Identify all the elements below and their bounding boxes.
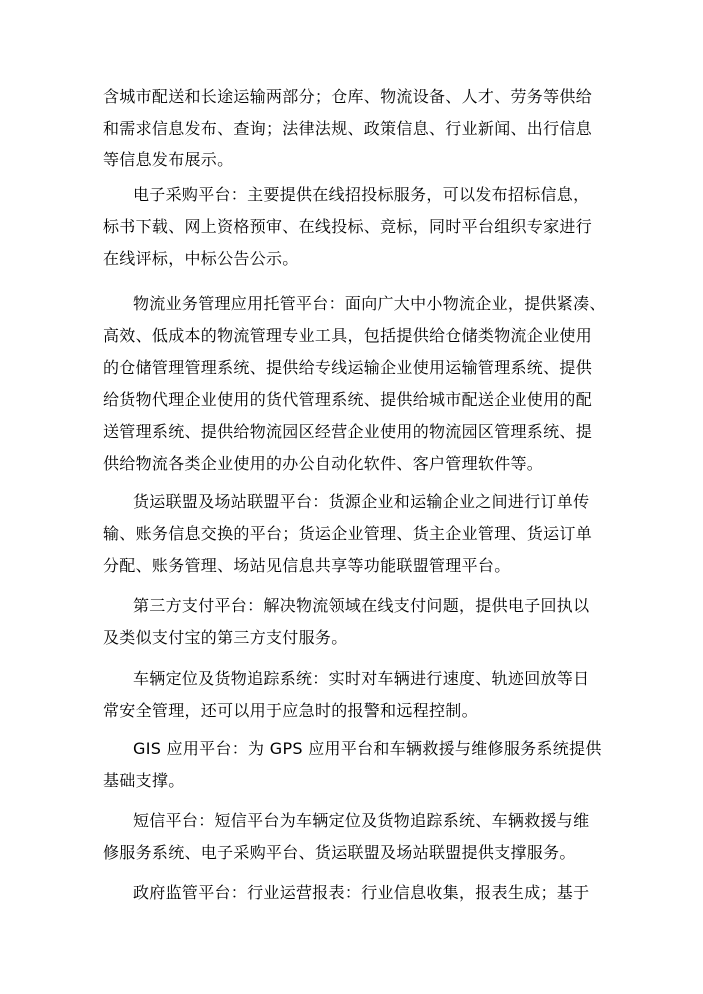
text-line: 基础支撑。 <box>103 771 185 790</box>
text-line: 输、账务信息交换的平台；货运企业管理、货主企业管理、货运订单 <box>103 524 593 543</box>
text-line: 送管理系统、提供给物流园区经营企业使用的物流园区管理系统、提 <box>103 422 593 441</box>
text-line: 含城市配送和长途运输两部分；仓库、物流设备、人才、劳务等供给 <box>103 87 593 106</box>
text-line: 货运联盟及场站联盟平台：货源企业和运输企业之间进行订单传 <box>133 492 590 511</box>
text-line: 修服务系统、电子采购平台、货运联盟及场站联盟提供支撑服务。 <box>103 843 576 862</box>
text-line: 政府监管平台：行业运营报表：行业信息收集，报表生成；基于 <box>133 883 590 902</box>
text-line: 在线评标，中标公告公示。 <box>103 249 299 268</box>
text-line: 和需求信息发布、查询；法律法规、政策信息、行业新闻、出行信息 <box>103 119 593 138</box>
text-line: 给货物代理企业使用的货代管理系统、提供给城市配送企业使用的配 <box>103 390 593 409</box>
text-line: 分配、账务管理、场站见信息共享等功能联盟管理平台。 <box>103 556 511 575</box>
text-line: 及类似支付宝的第三方支付服务。 <box>103 628 348 647</box>
text-line: 短信平台：短信平台为车辆定位及货物追踪系统、车辆救援与维 <box>133 811 590 830</box>
text-line: 电子采购平台：主要提供在线招投标服务，可以发布招标信息， <box>133 185 590 204</box>
text-line: GIS 应用平台：为 GPS 应用平台和车辆救援与维修服务系统提供 <box>133 739 602 758</box>
text-line: 供给物流各类企业使用的办公自动化软件、客户管理软件等。 <box>103 454 544 473</box>
text-line: 等信息发布展示。 <box>103 150 234 169</box>
text-line: 标书下载、网上资格预审、在线投标、竞标，同时平台组织专家进行 <box>103 217 593 236</box>
text-line: 物流业务管理应用托管平台：面向广大中小物流企业，提供紧凑、 <box>133 294 606 313</box>
text-line: 高效、低成本的物流管理专业工具，包括提供给仓储类物流企业使用 <box>103 326 593 345</box>
text-line: 第三方支付平台：解决物流领域在线支付问题，提供电子回执以 <box>133 596 590 615</box>
text-line: 常安全管理，还可以用于应急时的报警和远程控制。 <box>103 701 478 720</box>
text-line: 的仓储管理管理系统、提供给专线运输企业使用运输管理系统、提供 <box>103 358 593 377</box>
text-line: 车辆定位及货物追踪系统：实时对车辆进行速度、轨迹回放等日 <box>133 669 590 688</box>
